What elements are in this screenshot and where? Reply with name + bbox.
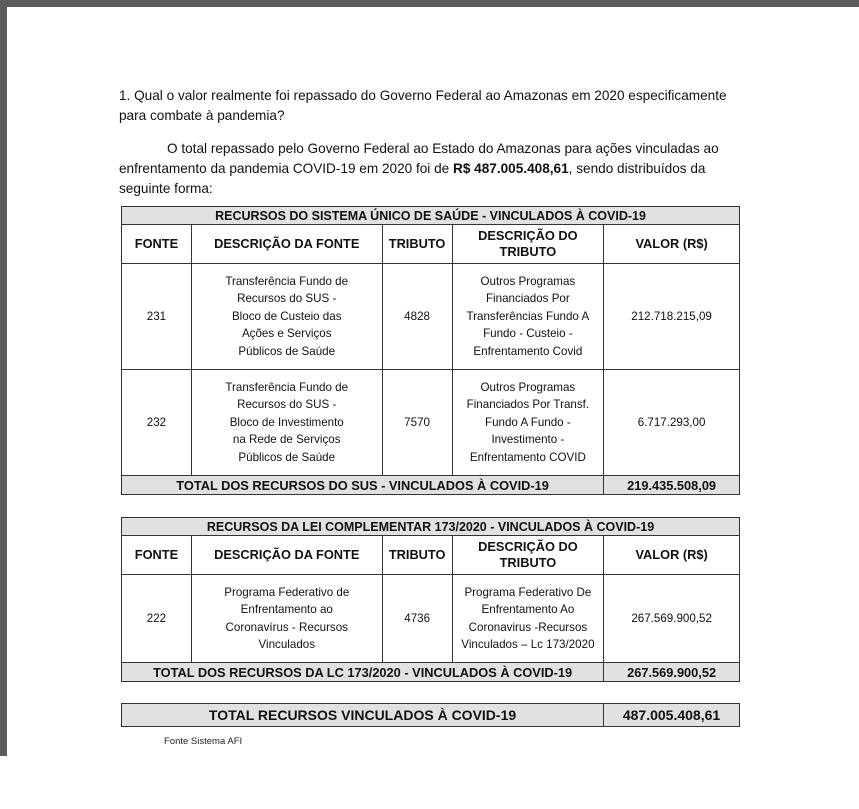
cell-descricao-fonte-text: Transferência Fundo de Recursos do SUS - Bloco de Investimento na Rede de Serviços Públicos de Saúde (225, 380, 349, 464)
source-note: Fonte Sistema AFI (164, 736, 243, 747)
cell-descricao-fonte (191, 264, 382, 370)
header-descricao-fonte: DESCRIÇÃO DA FONTE (191, 225, 382, 264)
intro-paragraph (119, 139, 744, 199)
table-row (122, 370, 740, 476)
sus-resources-table (121, 206, 740, 495)
cell-fonte: 232 (122, 370, 192, 476)
cell-fonte: 231 (122, 264, 192, 370)
cell-descricao-fonte-text: Programa Federativo de Enfrentamento ao Coronavírus - Recursos Vinculados (224, 585, 350, 651)
lc-resources-table (121, 517, 740, 682)
cell-descricao-tributo: Programa Federativo De Enfrentamento Ao Coronavirus -Recursos Vinculados – Lc 173/2020 (452, 575, 604, 663)
lc-total-value: 267.569.900,52 (604, 663, 740, 682)
grand-total-table (121, 703, 740, 727)
sus-total-value: 219.435.508,09 (604, 476, 740, 495)
header-descricao-tributo: DESCRIÇÃO DO TRIBUTO (452, 536, 604, 575)
intro-text-after: , sendo distribuídos da seguinte forma: (119, 161, 706, 196)
cell-descricao-fonte (191, 370, 382, 476)
table-row (122, 264, 740, 370)
sus-total-label: TOTAL DOS RECURSOS DO SUS - VINCULADOS À COVID-19 (122, 476, 604, 495)
cell-descricao-fonte (191, 575, 382, 663)
header-fonte: FONTE (122, 536, 192, 575)
cell-tributo: 4736 (382, 575, 452, 663)
header-tributo: TRIBUTO (382, 225, 452, 264)
intro-text-before: O total repassado pelo Governo Federal ao Estado do Amazonas para ações vinculadas ao enfrentamento da pandemia COVID-19 em 2020 foi de (119, 141, 719, 176)
grand-total-label: TOTAL RECURSOS VINCULADOS À COVID-19 (122, 704, 604, 727)
header-descricao-fonte: DESCRIÇÃO DA FONTE (191, 536, 382, 575)
header-fonte: FONTE (122, 225, 192, 264)
cell-fonte: 222 (122, 575, 192, 663)
cell-valor: 267.569.900,52 (604, 575, 740, 663)
lc-table-title: RECURSOS DA LEI COMPLEMENTAR 173/2020 - VINCULADOS À COVID-19 (122, 518, 740, 536)
grand-total-value: 487.005.408,61 (604, 704, 740, 727)
header-valor: VALOR (R$) (604, 225, 740, 264)
cell-valor: 212.718.215,09 (604, 264, 740, 370)
page-footer-area (0, 756, 859, 809)
table-row (122, 575, 740, 663)
cell-tributo: 4828 (382, 264, 452, 370)
lc-total-label: TOTAL DOS RECURSOS DA LC 173/2020 - VINCULADOS À COVID-19 (122, 663, 604, 682)
cell-descricao-tributo: Outros Programas Financiados Por Transferências Fundo A Fundo - Custeio - Enfrentamento Covid (452, 264, 604, 370)
cell-descricao-fonte-text: Transferência Fundo de Recursos do SUS - Bloco de Custeio das Ações e Serviços Públicos de Saúde (225, 274, 349, 358)
cell-valor: 6.717.293,00 (604, 370, 740, 476)
sus-table-title: RECURSOS DO SISTEMA ÚNICO DE SAÚDE - VINCULADOS À COVID-19 (122, 207, 740, 225)
header-tributo: TRIBUTO (382, 536, 452, 575)
question-text: 1. Qual o valor realmente foi repassado do Governo Federal ao Amazonas em 2020 especificamente para combate à pandemia? (119, 88, 727, 123)
intro-amount: R$ 487.005.408,61 (453, 161, 569, 176)
cell-descricao-tributo: Outros Programas Financiados Por Transf. Fundo A Fundo - Investimento - Enfrentamento COVID (452, 370, 604, 476)
header-valor: VALOR (R$) (604, 536, 740, 575)
cell-tributo: 7570 (382, 370, 452, 476)
header-descricao-tributo: DESCRIÇÃO DO TRIBUTO (452, 225, 604, 264)
